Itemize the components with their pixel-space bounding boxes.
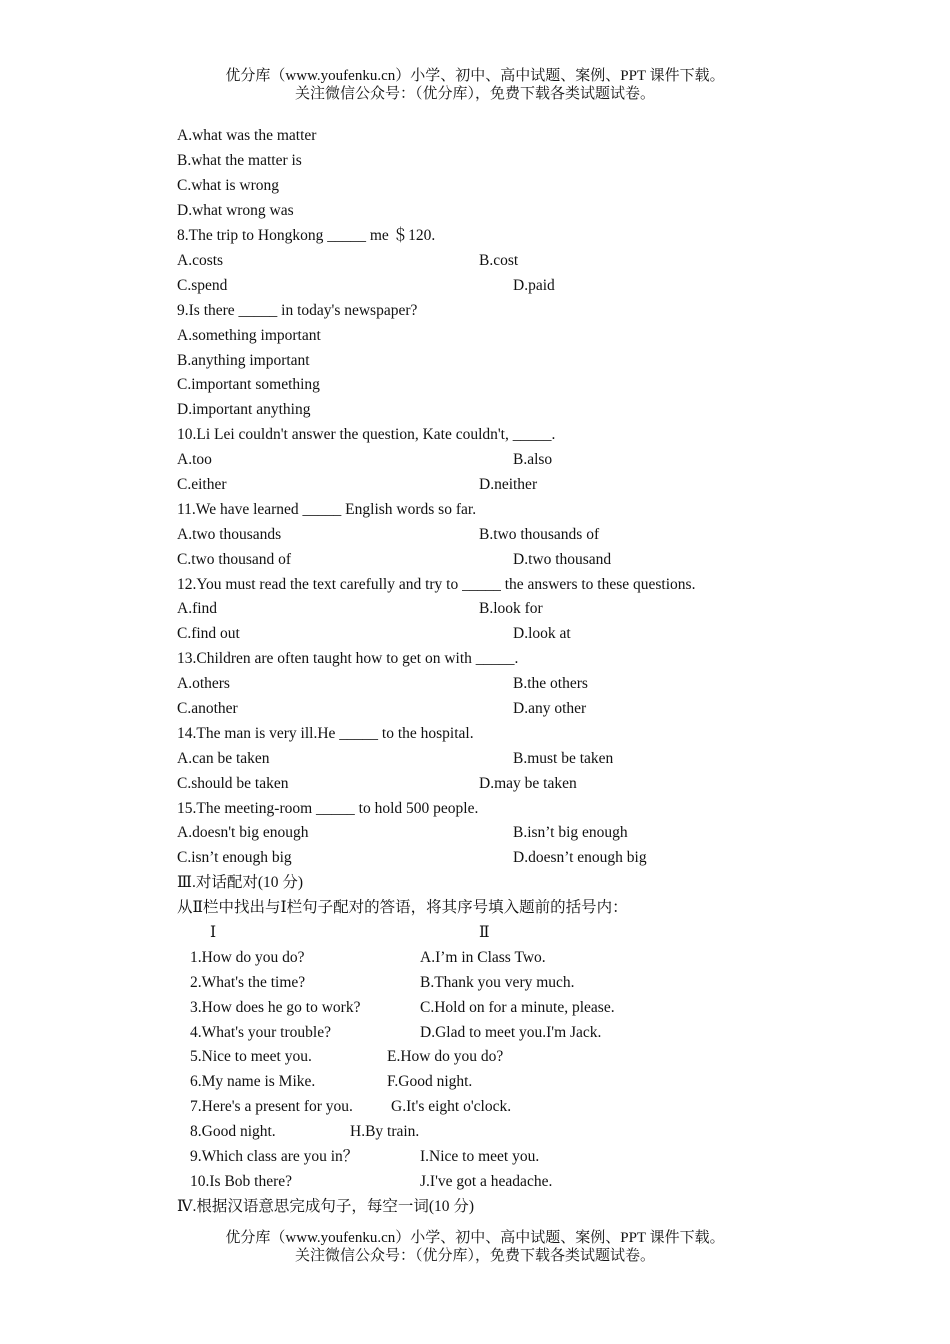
pair-2-right: B.Thank you very much. (420, 974, 575, 991)
q13-option-d: D.any other (513, 700, 587, 717)
pair-5-left: 5.Nice to meet you. (190, 1048, 312, 1065)
pair-8-left: 8.Good night. (190, 1123, 276, 1140)
pair-4-right: D.Glad to meet you.I'm Jack. (420, 1024, 602, 1041)
pair-4-left: 4.What's your trouble? (190, 1024, 331, 1041)
q14-option-c: C.should be taken (177, 775, 289, 792)
q9-option-d: D.important anything (177, 401, 311, 418)
pair-6-right: F.Good night. (387, 1073, 473, 1090)
q12-stem: 12.You must read the text carefully and try to _____ the answers to these questions. (177, 576, 696, 593)
q10-option-a: A.too (177, 451, 212, 468)
pair-1-right: A.I’m in Class Two. (420, 949, 546, 966)
q8-option-a: A.costs (177, 252, 224, 269)
q15-option-c: C.isn’t enough big (177, 849, 292, 866)
pair-8-right: H.By train. (350, 1123, 420, 1140)
header-line-1: 优分库（www.youfenku.cn）小学、初中、高中试题、案例、PPT 课件下载。 (225, 68, 725, 84)
pair-7-left: 7.Here's a present for you. (190, 1098, 353, 1115)
q9-option-c: C.important something (177, 376, 320, 393)
header-line-2: 关注微信公众号：（优分库），免费下载各类试题试卷。 (294, 86, 655, 102)
q10-option-b: B.also (513, 451, 553, 468)
q13-option-b: B.the others (513, 675, 588, 692)
pair-3-right: C.Hold on for a minute, please. (420, 999, 615, 1016)
q7-option-a: A.what was the matter (177, 127, 317, 144)
section-4-title: Ⅳ.根据汉语意思完成句子，每空一词(10 分) (177, 1198, 475, 1215)
q9-option-a: A.something important (177, 327, 321, 344)
pair-7-right: G.It's eight o'clock. (391, 1098, 512, 1115)
q8-option-c: C.spend (177, 277, 228, 294)
q11-stem: 11.We have learned _____ English words so far. (177, 501, 477, 518)
column-1-header: Ⅰ (210, 924, 217, 941)
pair-3-left: 3.How does he go to work? (190, 999, 361, 1016)
footer-line-1: 优分库（www.youfenku.cn）小学、初中、高中试题、案例、PPT 课件下载。 (225, 1230, 725, 1246)
q10-option-c: C.either (177, 476, 227, 493)
pair-9-left: 9.Which class are you in？ (190, 1148, 359, 1165)
q14-option-d: D.may be taken (479, 775, 577, 792)
section-3-instruction: 从Ⅱ栏中找出与Ⅰ栏句子配对的答语，将其序号填入题前的括号内： (177, 899, 628, 916)
page-footer (0, 1229, 950, 1265)
q13-option-c: C.another (177, 700, 238, 717)
pair-5-right: E.How do you do? (387, 1048, 504, 1065)
q9-option-b: B.anything important (177, 352, 310, 369)
column-2-header: Ⅱ (479, 924, 490, 941)
q11-option-d: D.two thousand (513, 551, 612, 568)
q15-option-d: D.doesn’t enough big (513, 849, 647, 866)
q8-stem: 8.The trip to Hongkong _____ me ＄120. (177, 227, 436, 244)
q13-option-a: A.others (177, 675, 230, 692)
pair-1-left: 1.How do you do? (190, 949, 305, 966)
q11-option-c: C.two thousand of (177, 551, 292, 568)
q10-stem: 10.Li Lei couldn't answer the question, Kate couldn't, _____. (177, 426, 556, 443)
section-3-title: Ⅲ.对话配对(10 分) (177, 874, 304, 891)
q7-option-b: B.what the matter is (177, 152, 302, 169)
q12-option-a: A.find (177, 600, 218, 617)
pair-6-left: 6.My name is Mike. (190, 1073, 316, 1090)
q12-option-c: C.find out (177, 625, 240, 642)
pair-2-left: 2.What's the time? (190, 974, 306, 991)
q14-option-b: B.must be taken (513, 750, 614, 767)
q13-stem: 13.Children are often taught how to get on with _____. (177, 650, 519, 667)
pair-9-right: I.Nice to meet you. (420, 1148, 540, 1165)
pair-10-left: 10.Is Bob there? (190, 1173, 293, 1190)
q10-option-d: D.neither (479, 476, 538, 493)
q7-option-d: D.what wrong was (177, 202, 294, 219)
q11-option-a: A.two thousands (177, 526, 282, 543)
q12-option-d: D.look at (513, 625, 571, 642)
q8-option-d: D.paid (513, 277, 555, 294)
footer-line-2: 关注微信公众号：（优分库），免费下载各类试题试卷。 (294, 1248, 655, 1264)
q15-option-b: B.isn’t big enough (513, 824, 628, 841)
q9-stem: 9.Is there _____ in today's newspaper? (177, 302, 418, 319)
q15-stem: 15.The meeting-room _____ to hold 500 people. (177, 800, 479, 817)
q12-option-b: B.look for (479, 600, 543, 617)
q8-option-b: B.cost (479, 252, 519, 269)
q14-option-a: A.can be taken (177, 750, 270, 767)
q14-stem: 14.The man is very ill.He _____ to the hospital. (177, 725, 474, 742)
q15-option-a: A.doesn't big enough (177, 824, 309, 841)
q7-option-c: C.what is wrong (177, 177, 280, 194)
pair-10-right: J.I've got a headache. (420, 1173, 553, 1190)
q11-option-b: B.two thousands of (479, 526, 600, 543)
page-header (0, 67, 950, 103)
